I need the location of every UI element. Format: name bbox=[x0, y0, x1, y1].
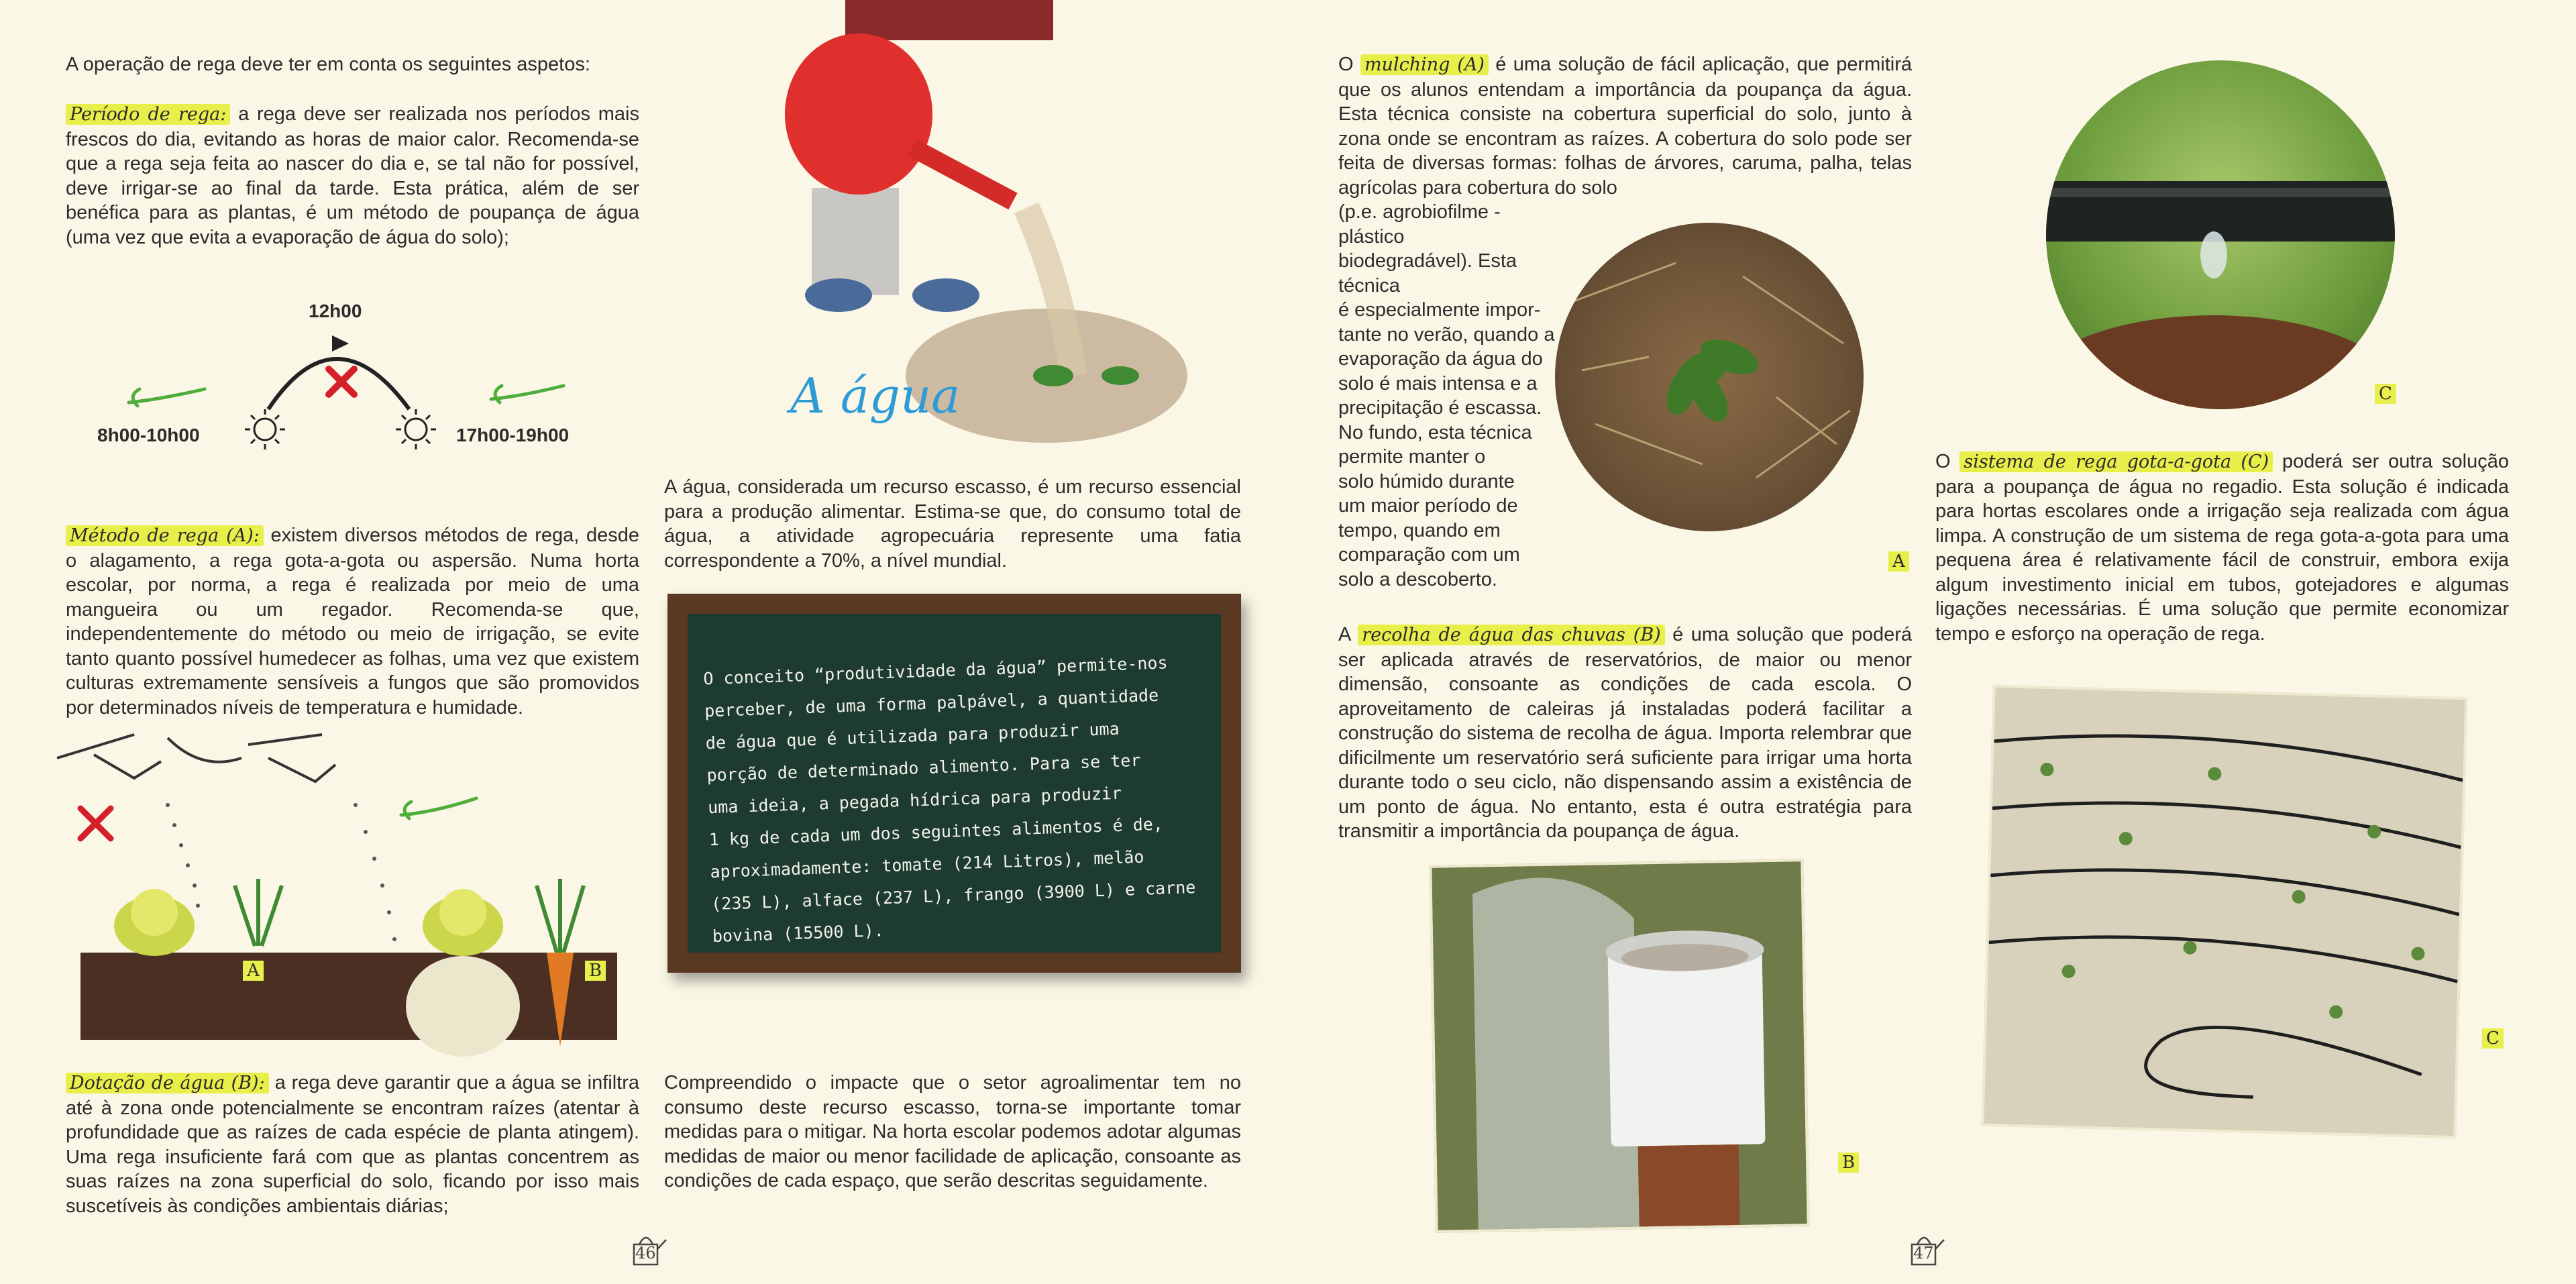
mulching-photo bbox=[1555, 223, 1864, 531]
dotacao-text: a rega deve garantir que a água se infiltra até à zona onde potencialmente se encontram raízes (atentar à profundidade que as raízes de cada espécie de planta atingem). Uma rega insuficiente fará com que as plantas concentrem as suas raízes na zona superficial do solo, ficando por isso mais suscetíveis às condições ambientais diárias; bbox=[66, 1072, 639, 1217]
rainwater-label: recolha de água das chuvas (B) bbox=[1358, 625, 1665, 645]
check-evening-icon bbox=[491, 386, 564, 403]
dotacao-label: Dotação de água (B): bbox=[66, 1073, 269, 1093]
chalkboard-text bbox=[703, 645, 1223, 953]
mulch-line: solo a descoberto. bbox=[1338, 568, 1497, 590]
rain-bucket-photo bbox=[1429, 859, 1809, 1233]
metodo-label: Método de rega (A): bbox=[66, 525, 264, 546]
drip-photo bbox=[2046, 60, 2395, 409]
morning-label: 8h00-10h00 bbox=[97, 425, 200, 445]
rainwater-pre: A bbox=[1338, 624, 1350, 645]
drip-text: poderá ser outra solução para a poupança de água no regadio. Esta solução é indicada para hortas escolares onde a irrigação seja realizada com água limpa. A construção de um sistema de rega gota-a-gota para uma pequena área é relativamente fácil de construir, embora exija algum investimento inicial em tubos, gotejadores e algumas ligações necessárias. É uma solução que permite economizar tempo e esforço na operação de rega. bbox=[1935, 451, 2510, 645]
periodo-text: a rega deve ser realizada nos períodos mais frescos do dia, evitando as horas de maior calor. Recomenda-se que a rega seja feita ao nascer do dia e, se tal não for possível, deve irrigar-se ao final da tarde. Esta prática, além de ser benéfica para as plantas, é um método de poupança de água (uma vez que evita a evaporação de água do solo); bbox=[66, 103, 639, 248]
metodo-text: existem diversos métodos de rega, desde o alagamento, a rega gota-a-gota ou aspersão. Numa horta escolar, por norma, a rega é realizada por meio de uma mangueira ou um regador. Recomenda-se que, independentemente do método ou meio de irrigação, se evite tanto quanto possível humedecer as folhas, uma vez que existem culturas extremamente sensíveis a fungos que são promovidos por determinados níveis de temperatura e humidade. bbox=[66, 525, 639, 718]
mulch-line: No fundo, esta técnica bbox=[1338, 421, 1532, 443]
mulch-line: biodegradável). Esta técnica bbox=[1338, 250, 1517, 297]
page-number-47: 47 bbox=[1913, 1244, 1934, 1263]
mulch-line: solo é mais intensa e a bbox=[1338, 372, 1538, 394]
evening-label: 17h00-19h00 bbox=[456, 425, 570, 445]
metodo-paragraph bbox=[66, 523, 639, 720]
chalk-line: perceber, de uma forma palpável, a quantidade bbox=[704, 685, 1159, 721]
watering-time-diagram bbox=[87, 295, 604, 456]
chalkboard-frame bbox=[667, 594, 1241, 973]
impacte-paragraph: Compreendido o impacte que o setor agroalimentar tem no consumo deste recurso escasso, torna-se importante tomar medidas para o mitigar. Na horta escolar podemos adotar algumas medidas de maior ou menor facilidade de aplicação, consoante as condições de cada espaço, que serão descritas seguidamente. bbox=[664, 1072, 1241, 1191]
mulching-text: é uma solução de fácil aplicação, que permitirá que os alunos entendam a importância da poupança da água. Esta técnica consiste na cobertura superficial do solo, junto à zona onde se encontram as raízes. A cobertura do solo pode ser feita de diversas formas: folhas de árvores, caruma, palha, telas agrícolas para cobertura do solo bbox=[1338, 54, 1913, 199]
arc-arrow bbox=[332, 335, 349, 352]
periodo-paragraph bbox=[66, 102, 639, 250]
watering-graphic bbox=[54, 731, 624, 1060]
mulch-line: tempo, quando em bbox=[1338, 519, 1501, 541]
periodo-label: Período de rega: bbox=[66, 104, 230, 125]
mulching-paragraph bbox=[1338, 52, 1912, 200]
rainwater-text: é uma solução que poderá ser aplicada através de reservatórios, de maior ou menor dimensão, consoante as condições de cada escola. O aproveitamento de caleiras já instaladas poderá facilitar a construção do sistema de recolha de água. Importa relembrar que dificilmente um reservatório será suficiente para irrigar uma horta durante todo o seu ciclo, não dispensando assim a existência de um ponto de água. No entanto, esta é outra estratégia para transmitir a importância da poupança de água. bbox=[1338, 624, 1913, 842]
tag-b-illustration: B bbox=[585, 961, 606, 981]
sun-evening-icon bbox=[396, 409, 436, 449]
mulch-line: precipitação é escassa. bbox=[1338, 397, 1542, 419]
mulch-line: (p.e. agrobiofilme - plástico bbox=[1338, 201, 1501, 248]
lettuce-left-icon bbox=[114, 889, 195, 956]
drip-graphic bbox=[2046, 60, 2395, 409]
chalk-line: uma ideia, a pegada hídrica para produzir bbox=[707, 783, 1122, 818]
tag-a-mulching: A bbox=[1888, 551, 1909, 572]
cross-icon bbox=[329, 369, 354, 394]
mulch-line: comparação com um bbox=[1338, 544, 1520, 566]
drip-label: sistema de rega gota-a-gota (C) bbox=[1960, 451, 2273, 472]
intro-text: A operação de rega deve ter em conta os seguintes aspetos: bbox=[66, 54, 590, 75]
mulch-line: solo húmido durante bbox=[1338, 470, 1515, 492]
noon-label: 12h00 bbox=[309, 301, 362, 321]
lettuce-right-icon bbox=[423, 889, 503, 956]
mulch-line: um maior período de bbox=[1338, 495, 1518, 517]
rainwater-paragraph bbox=[1338, 623, 1912, 844]
chalk-line: O conceito “produtividade da água” permite-nos bbox=[703, 653, 1168, 689]
mulching-label: mulching (A) bbox=[1360, 54, 1489, 75]
mulch-line: é especialmente impor- bbox=[1338, 299, 1541, 321]
chalk-line: de água que é utilizada para produzir uma bbox=[705, 718, 1120, 753]
watering-can-left-icon bbox=[57, 735, 161, 778]
mulching-pre: O bbox=[1338, 54, 1354, 75]
mulching-plant-graphic bbox=[1555, 223, 1864, 531]
watering-can-mid-icon bbox=[168, 735, 335, 782]
chalk-line: aproximadamente: tomate (214 Litros), melão bbox=[710, 847, 1144, 882]
mulch-line: permite manter o bbox=[1338, 446, 1486, 468]
infiltration-zone bbox=[406, 956, 520, 1057]
drip-field-photo bbox=[1982, 685, 2468, 1138]
check-morning-icon bbox=[129, 389, 205, 406]
right-method-icon bbox=[401, 798, 476, 818]
bucket-graphic bbox=[1432, 861, 1807, 1230]
chalk-line: bovina (15500 L). bbox=[712, 920, 885, 947]
water-drops bbox=[166, 803, 396, 941]
chalk-line: 1 kg de cada um dos seguintes alimentos é de, bbox=[708, 814, 1164, 850]
drip-field-graphic bbox=[1984, 688, 2465, 1136]
page-number-46: 46 bbox=[635, 1244, 656, 1263]
chalk-line: porção de determinado alimento. Para se ter bbox=[706, 750, 1141, 786]
mulch-line: tante no verão, quando a bbox=[1338, 323, 1555, 345]
tag-c-drip: C bbox=[2375, 384, 2396, 404]
watering-illustration bbox=[54, 731, 624, 1060]
mulch-line: evaporação da água do bbox=[1338, 348, 1543, 370]
page-number-right bbox=[1905, 1228, 1945, 1268]
sun-morning-icon bbox=[245, 409, 285, 449]
soil-band bbox=[80, 953, 617, 1040]
drip-pre: O bbox=[1935, 451, 1951, 472]
wrong-method-icon bbox=[80, 808, 111, 839]
tag-a-illustration: A bbox=[243, 961, 264, 981]
mulching-side-text bbox=[1338, 200, 1566, 592]
tag-c-field: C bbox=[2482, 1028, 2504, 1049]
agua-intro-paragraph: A água, considerada um recurso escasso, é um recurso essencial para a produção alimentar. Estima-se que, do consumo total de água, a atividade agropecuária represente uma fatia correspondente a 70%, a nível mundial. bbox=[664, 476, 1241, 572]
drip-paragraph bbox=[1935, 449, 2509, 646]
chalk-line: (235 L), alface (237 L), frango (3900 L) e carne bbox=[710, 877, 1196, 914]
dotacao-paragraph bbox=[66, 1071, 639, 1218]
carrot-left-icon bbox=[235, 879, 282, 946]
tag-b-bucket: B bbox=[1838, 1153, 1859, 1173]
page-number-left bbox=[627, 1228, 667, 1268]
title-a-agua: A água bbox=[790, 368, 961, 424]
